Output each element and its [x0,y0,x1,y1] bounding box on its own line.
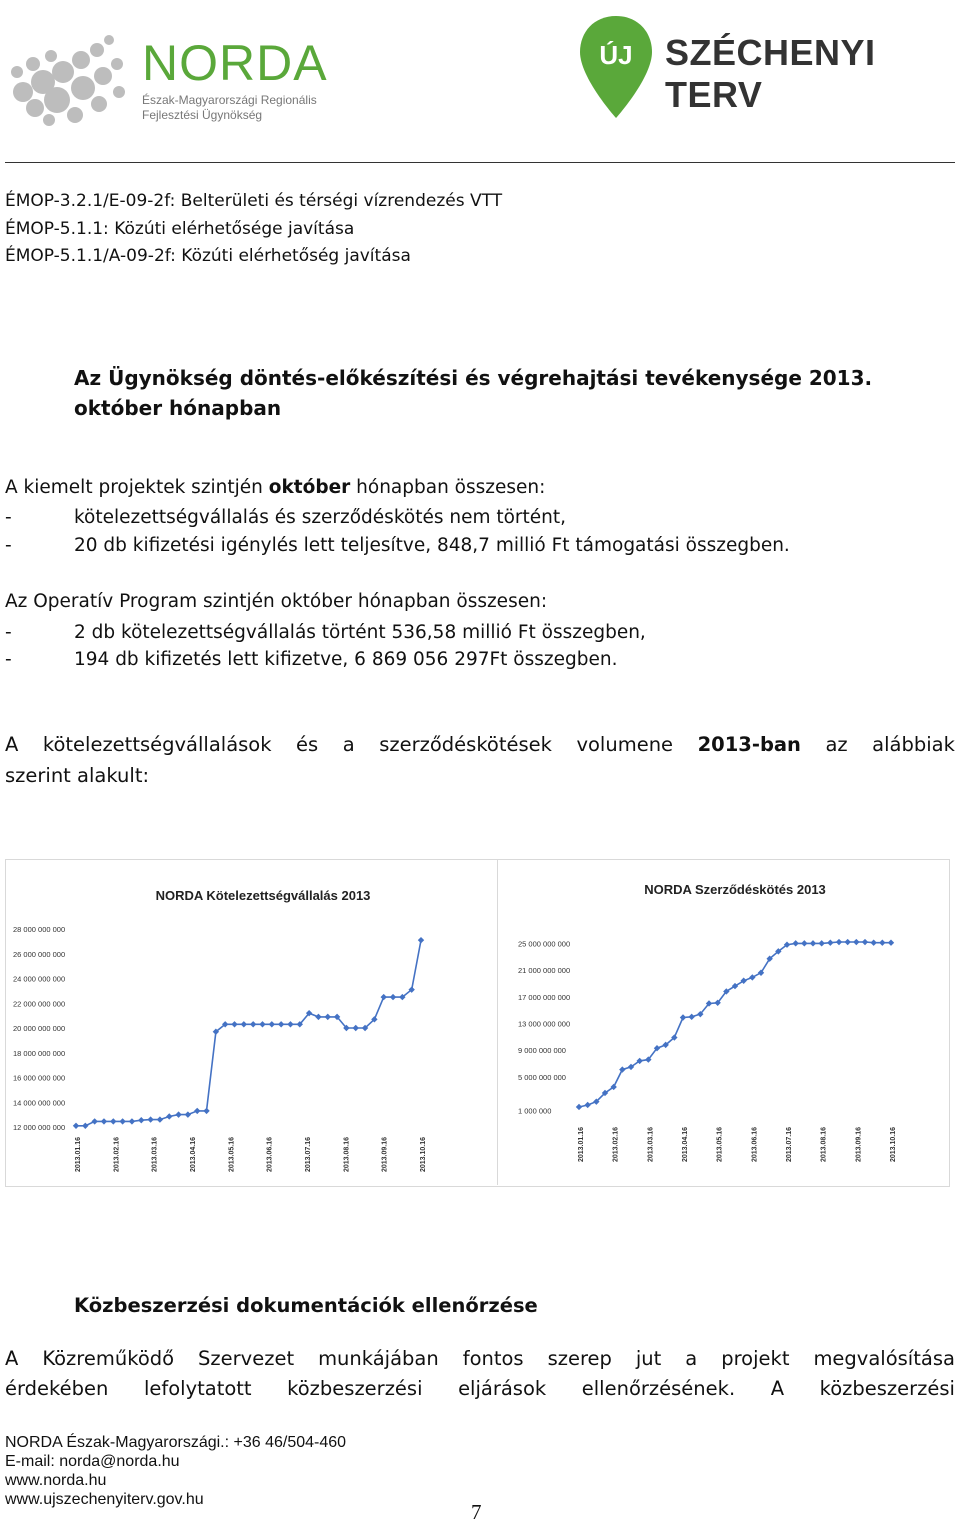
kozbeszerzes-word: jut [635,1347,662,1370]
operativ-bullet-2: 194 db kifizetés lett kifizetve, 6 869 056 297Ft összegben. [74,649,618,670]
data-point [576,1104,582,1110]
szechenyi-badge [578,12,654,126]
data-point [870,939,876,945]
footer-email[interactable]: E-mail: norda@norda.hu [5,1453,180,1470]
program-line-1: ÉMOP-3.2.1/E-09-2f: Belterületi és térségi vízrendezés VTT [5,191,503,211]
x-tick-label: 2013.08.16 [820,1127,828,1163]
data-point [827,939,833,945]
kiemelt-intro-bold: október [268,477,351,498]
y-tick-label: 24 000 000 000 [13,974,66,984]
data-point [801,940,807,946]
chart-kotelezettsegvallalas [6,860,496,1184]
data-point [147,1116,153,1122]
data-point [353,1025,359,1031]
kozbeszerzes-word: a [685,1347,698,1370]
kozbeszerzes-word: érdekében [5,1377,109,1400]
data-point [325,1014,331,1020]
data-point [836,939,842,945]
footer-szt-website[interactable]: www.ujszechenyiterv.gov.hu [5,1491,204,1508]
volumen-word: volumene [576,733,674,756]
volumen-word: és [296,733,319,756]
data-point [390,994,396,1000]
kozbeszerzes-line2 [5,1377,955,1400]
y-tick-label: 18 000 000 000 [13,1048,66,1058]
volumen-word: az [825,733,848,756]
kozbeszerzes-title: Közbeszerzési dokumentációk ellenőrzése [74,1294,538,1317]
volumen-line1 [5,733,955,756]
data-point [73,1123,79,1129]
bullet-dash: - [5,649,12,670]
y-tick-label: 13 000 000 000 [518,1019,571,1029]
kiemelt-intro-pre: A kiemelt projektek szintjén [5,477,269,498]
kozbeszerzes-word: fontos [462,1347,524,1370]
data-point [688,1014,694,1020]
volumen-word: 2013-ban [697,733,801,756]
data-point [418,937,424,943]
data-point [138,1117,144,1123]
data-point [194,1108,200,1114]
data-point [129,1118,135,1124]
data-point [241,1021,247,1027]
y-tick-label: 14 000 000 000 [13,1098,66,1108]
y-tick-label: 21 000 000 000 [518,966,571,976]
kozbeszerzes-word: lefolytatott [143,1377,252,1400]
x-tick-label: 2013.06.16 [751,1127,759,1163]
operativ-bullet-1: 2 db kötelezettségvállalás történt 536,58 millió Ft összegben, [74,622,646,643]
kozbeszerzes-word: ellenőrzésének. [581,1377,736,1400]
kiemelt-intro [5,477,545,498]
kozbeszerzes-word: közbeszerzési [819,1377,955,1400]
data-point [888,939,894,945]
data-point [166,1113,172,1119]
volumen-word: alábbiak [872,733,955,756]
x-tick-label: 2013.04.16 [682,1127,689,1163]
footer-contact: NORDA Észak-Magyarországi.: +36 46/504-460 [5,1434,347,1451]
y-tick-label: 28 000 000 000 [13,925,66,934]
charts-divider [497,859,498,1185]
data-point [619,1066,625,1072]
x-tick-label: 2013.01.16 [75,1137,82,1173]
volumen-word: kötelezettségvállalások [42,733,272,756]
volumen-word: A [5,733,19,756]
kozbeszerzes-word: eljárások [458,1377,547,1400]
szechenyi-terv-text: SZÉCHENYI TERV [665,32,876,115]
data-point [185,1111,191,1117]
x-tick-label: 2013.05.16 [716,1127,724,1163]
bullet-dash: - [5,535,12,556]
page-number: 7 [471,1500,482,1524]
data-point [203,1108,209,1114]
x-tick-label: 2013.07.16 [305,1137,312,1173]
kozbeszerzes-word: A [770,1377,785,1400]
x-tick-label: 2013.10.16 [890,1127,897,1163]
data-point [810,940,816,946]
x-tick-label: 2013.05.16 [228,1137,236,1173]
program-line-3: ÉMOP-5.1.1/A-09-2f: Közúti elérhetőség javítása [5,246,411,266]
x-tick-label: 2013.06.16 [266,1137,274,1173]
footer-website[interactable]: www.norda.hu [5,1472,107,1489]
x-tick-label: 2013.07.16 [786,1127,793,1163]
data-point [853,939,859,945]
x-tick-label: 2013.08.16 [343,1137,351,1173]
data-point [287,1021,293,1027]
data-point [818,940,824,946]
series-line [579,942,891,1107]
x-tick-label: 2013.03.16 [151,1137,159,1173]
x-tick-label: 2013.02.16 [113,1137,121,1173]
series-line [76,940,421,1126]
volumen-word: szerződéskötések [379,733,552,756]
norda-logo-text: NORDA [142,35,328,91]
chart-title: NORDA Kötelezettségvállalás 2013 [155,888,371,903]
data-point [119,1118,125,1124]
kozbeszerzes-word: szerep [547,1347,612,1370]
kozbeszerzes-word: megvalósítása [813,1347,955,1370]
data-point [749,974,755,980]
data-point [315,1014,321,1020]
kiemelt-bullet-2: 20 db kifizetési igénylés lett teljesítve, 848,7 millió Ft támogatási összegben. [74,535,790,556]
x-tick-label: 2013.09.16 [855,1127,863,1163]
data-point [584,1102,590,1108]
data-point [862,939,868,945]
data-point [278,1021,284,1027]
chart-title: NORDA Szerződéskötés 2013 [644,882,826,897]
x-tick-label: 2013.02.16 [612,1127,620,1163]
bullet-dash: - [5,622,12,643]
chart-szerzodeskotes [499,860,947,1184]
map-pin-icon [578,12,654,122]
y-tick-label: 9 000 000 000 [518,1046,566,1056]
x-tick-label: 2013.09.16 [381,1137,389,1173]
data-point [250,1021,256,1027]
kozbeszerzes-word: Közreműködő [42,1347,175,1370]
x-tick-label: 2013.10.16 [420,1137,427,1173]
kiemelt-intro-post: hónapban összesen: [350,477,546,498]
section-heading-line2: október hónapban [74,396,282,420]
data-point [175,1111,181,1117]
x-tick-label: 2013.01.16 [578,1127,585,1163]
data-point [157,1116,163,1122]
bullet-dash: - [5,507,12,528]
kozbeszerzes-word: Szervezet [198,1347,295,1370]
data-point [879,939,885,945]
y-tick-label: 17 000 000 000 [518,992,571,1002]
szt-badge-text: ÚJ [599,40,633,70]
data-point [269,1021,275,1027]
kozbeszerzes-line1 [5,1347,955,1370]
section-heading-line1: Az Ügynökség döntés-előkészítési és végrehajtási tevékenysége 2013. [74,366,873,390]
norda-circles-icon [5,20,145,130]
data-point [231,1021,237,1027]
data-point [110,1118,116,1124]
kozbeszerzes-word: projekt [721,1347,790,1370]
kozbeszerzes-word: A [5,1347,19,1370]
data-point [82,1123,88,1129]
data-point [680,1014,686,1020]
y-tick-label: 20 000 000 000 [13,1024,66,1033]
y-tick-label: 5 000 000 000 [518,1072,566,1082]
data-point [792,940,798,946]
header-divider [5,162,955,163]
program-line-2: ÉMOP-5.1.1: Közúti elérhetősége javítása [5,219,355,239]
kozbeszerzes-word: munkájában [318,1347,439,1370]
data-point [259,1021,265,1027]
operativ-intro: Az Operatív Program szintjén október hónapban összesen: [5,591,548,612]
norda-subtitle-line2: Fejlesztési Ügynökség [142,108,263,122]
data-point [91,1118,97,1124]
y-tick-label: 12 000 000 000 [13,1123,66,1132]
x-tick-label: 2013.04.16 [190,1137,197,1173]
y-tick-label: 25 000 000 000 [518,939,571,949]
data-point [381,994,387,1000]
y-tick-label: 16 000 000 000 [13,1073,66,1083]
data-point [844,939,850,945]
y-tick-label: 22 000 000 000 [13,999,66,1009]
volumen-word: a [342,733,355,756]
volumen-line2: szerint alakult: [5,764,150,787]
norda-subtitle-line1: Észak-Magyarországi Regionális [142,93,317,107]
x-tick-label: 2013.03.16 [647,1127,655,1163]
y-tick-label: 1 000 000 [518,1106,552,1116]
data-point [101,1118,107,1124]
kozbeszerzes-word: közbeszerzési [287,1377,423,1400]
y-tick-label: 26 000 000 000 [13,949,66,959]
kiemelt-bullet-1: kötelezettségvállalás és szerződéskötés nem történt, [74,507,567,528]
